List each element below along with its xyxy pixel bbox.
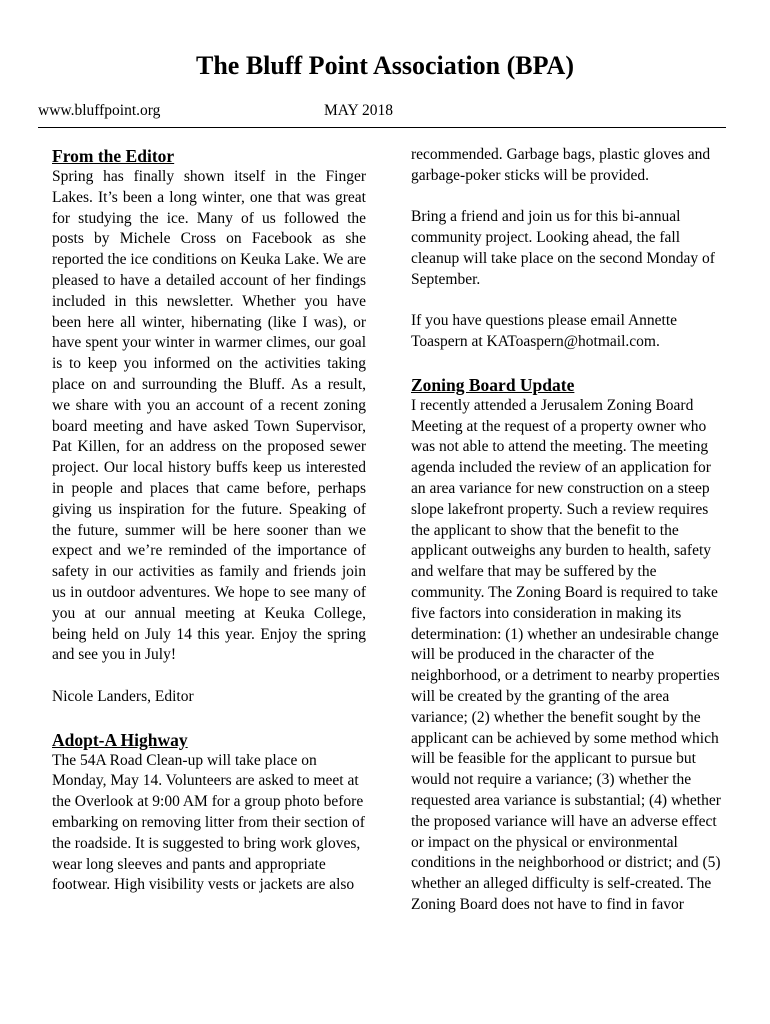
zoning-heading: Zoning Board Update <box>411 374 575 395</box>
spacer <box>52 666 366 687</box>
adopt-highway-paragraph-2: Bring a friend and join us for this bi-annual community project. Looking ahead, the fall cleanup will take place on the second Monday of September. <box>411 208 715 288</box>
zoning-body: I recently attended a Jerusalem Zoning Board Meeting at the request of a property owner who was not able to attend the meeting. The meeting agenda included the review of an application for an area variance for new construction on a steep slope lakefront property. Such a review requires the applicant to show that the benefit to the applicant outweighs any burden to health, safety and welfare that may be suffered by the community. The Zoning Board is required to take five factors into consideration in making its determination: (1) whether an undesirable change will be produced in the character of the neighborhood, or a detriment to nearby properties will be created by the granting of the area variance; (2) whether the benefit sought by the applicant can be achieved by some method which will be feasible for the applicant to pursue but would not require a variance; (3) whether the requested area variance is substantial; (4) whether the proposed variance will have an adverse effect or impact on the physical or environmental conditions in the neighborhood or district; and (5) whether an alleged difficulty is self-created. The Zoning Board does not have to find in favor <box>411 396 721 913</box>
adopt-highway-heading: Adopt-A Highway <box>52 729 188 750</box>
adopt-highway-paragraph-3: If you have questions please email Annette Toaspern at KAToaspern@hotmail.com. <box>411 312 678 351</box>
editor-signature: Nicole Landers, Editor <box>52 687 194 705</box>
header-divider <box>38 127 726 128</box>
editor-body: Spring has finally shown itself in the Finger Lakes. It’s been a long winter, one that was great for studying the ice. Many of us followed the posts by Michele Cross on Facebook as she reported the ice conditions on Keuka Lake. We are pleased to have a detailed account of her findings included in this newsletter. Whether you have been here all winter, hibernating (like I was), or have spent your winter in warmer climes, our goal is to keep you informed on the activities taking place on and surrounding the Bluff. As a result, we share with you an account of a recent zoning board meeting and have asked Town Supervisor, Pat Killen, for an address on the proposed sewer project. Our local history buffs keep us interested in people and places that came before, perhaps giving us inspiration for the future. Speaking of the future, summer will be here sooner than we expect and we’re reminded of the importance of safety in our activities as family and friends join us in outdoor adventures. We hope to see many of you at our annual meeting at Keuka College, being held on July 14 this year. Enjoy the spring and see you in July! <box>52 168 366 664</box>
editor-heading: From the Editor <box>52 146 175 166</box>
adopt-highway-body: The 54A Road Clean-up will take place on Monday, May 14. Volunteers are asked to meet at the Overlook at 9:00 AM for a group photo before embarking on removing litter from their section of the roadside. It is suggested to bring work gloves, wear long sleeves and pants and appropriate footwear. High visibility vests or jackets are also <box>52 751 365 894</box>
right-column <box>411 145 724 916</box>
spacer <box>411 291 724 312</box>
spacer <box>411 187 724 208</box>
adopt-highway-continued: recommended. Garbage bags, plastic gloves and garbage-poker sticks will be provided. <box>411 146 711 184</box>
website-url[interactable]: www.bluffpoint.org <box>38 102 161 119</box>
newsletter-title: The Bluff Point Association (BPA) <box>196 51 574 80</box>
issue-date: MAY 2018 <box>324 102 394 119</box>
spacer <box>411 353 724 374</box>
left-column <box>52 145 366 896</box>
spacer <box>52 708 366 729</box>
